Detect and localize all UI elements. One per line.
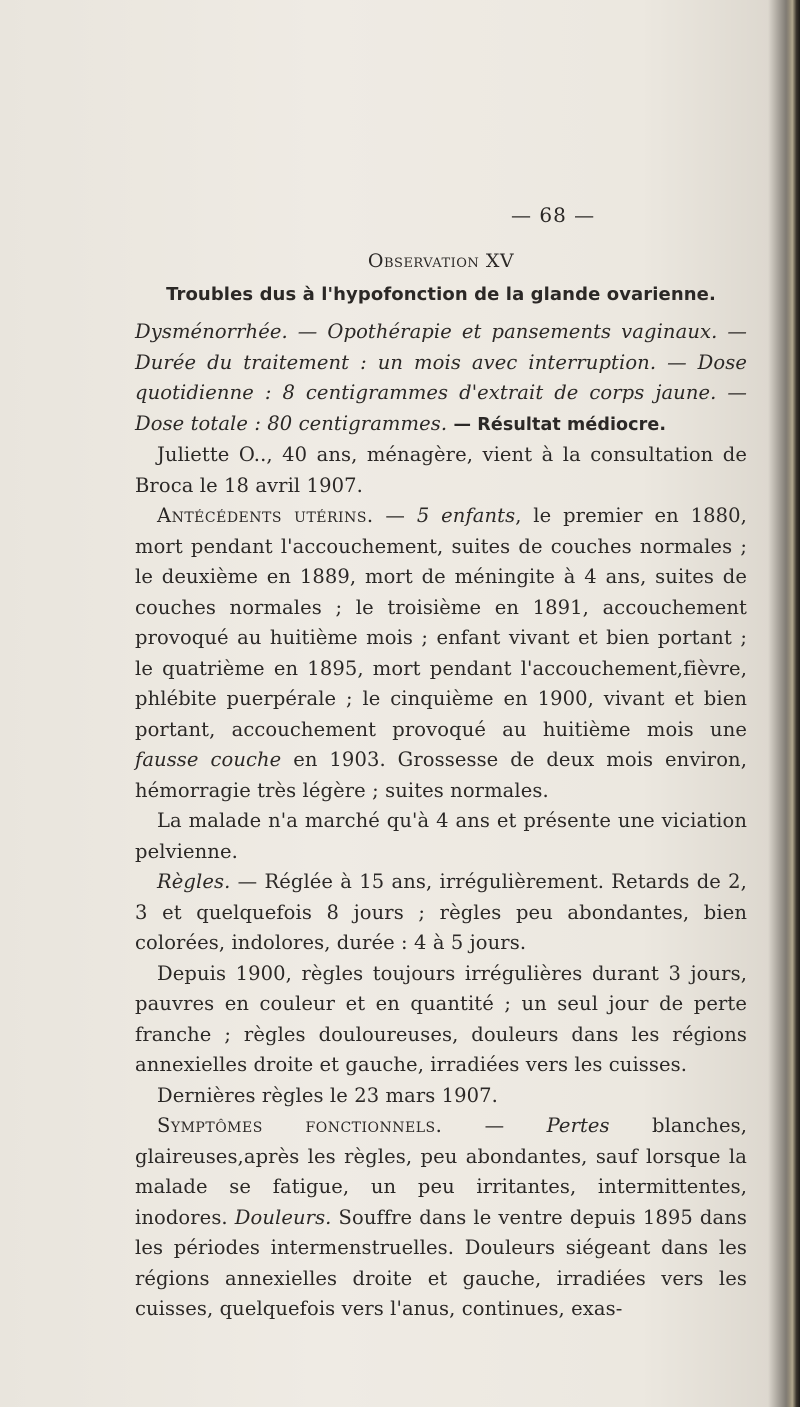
regles-text: — Réglée à 15 ans, irrégulièrement. Retards de 2, 3 et quelquefois 8 jours ; règles peu abondantes, bien colorées, indolores, durée : 4 à 5 jours. (135, 870, 747, 954)
summary-result: — Résultat médiocre. (453, 414, 667, 435)
symptoms-heading: Symptômes fonctionnels. (157, 1114, 443, 1137)
regles-heading: Règles. (157, 870, 231, 893)
body-text (135, 317, 747, 1325)
paragraph-antecedents: Antécédents utérins. — 5 enfants, le premier en 1880, mort pendant l'accouchement, suites de couches normales ; le deuxième en 1889, mort de méningite à 4 ans, suites de couches normales ; le troisième en 1891, accouchement provoqué au huitième mois ; enfant vivant et bien portant ; le quatrième en 1895, mort pendant l'accouchement,fièvre, phlébite puerpérale ; le cinquième en 1900, vivant et bien portant, accouchement provoqué au huitième mois une fausse couche en 1903. Grossesse de deux mois environ, hémorragie très légère ; suites normales. (135, 504, 747, 802)
page-number: — 68 — (511, 203, 596, 227)
paragraph-walking: La malade n'a marché qu'à 4 ans et présente une viciation pelvienne. (135, 809, 747, 863)
observation-label: Observation XV (367, 250, 515, 272)
observation-heading (135, 246, 747, 277)
paragraph-regles (135, 867, 747, 959)
antecedents-em2: fausse couche (135, 748, 282, 771)
antecedents-text-a: , le premier en 1880, mort pendant l'accouchement, suites de couches normales ; le deuxième en 1889, mort de méningite à 4 ans, suites de couches normales ; le troisième en 1891, accouchement provoqué au huitième mois ; enfant vivant et bien portant ; le quatrième en 1895, mort pendant l'accouchement,fièvre, phlébite puerpérale ; le cinquième en 1900, vivant et bien portant, accouchement provoqué au huitième mois une (135, 504, 747, 741)
symptoms-text-b: Souffre dans le ventre depuis 1895 dans les périodes intermenstruelles. Douleurs siégeant dans les régions annexielles droite et gauche, irradiées vers les cuisses, quelquefois vers l'anus, continues, exas- (135, 1205, 747, 1320)
antecedents-text-b: en 1903. Grossesse de deux mois environ, hémorragie très légère ; suites normales. (135, 748, 747, 802)
page-title: Troubles dus à l'hypofonction de la glande ovarienne. (166, 284, 716, 305)
summary-italic: Dysménorrhée. — Opothérapie et pansements vaginaux. — Durée du traitement : un mois avec interruption. — Dose quotidienne : 8 centigrammes d'extrait de corps jaune. — Dose totale : 80 centigrammes. (135, 320, 747, 435)
paragraph-since-1900: Depuis 1900, règles toujours irrégulières durant 3 jours, pauvres en couleur et en quantité ; un seul jour de perte franche ; règles douloureuses, douleurs dans les régions annexielles droite et gauche, irradiées vers les cuisses. (135, 961, 747, 1076)
symptoms-text-a: blanches, glaireuses,après les règles, peu abondantes, sauf lorsque la malade se fatigue, un peu irritantes, intermittentes, inodores. (135, 1114, 748, 1229)
paragraph-patient: Juliette O.., 40 ans, ménagère, vient à la consultation de Broca le 18 avril 1907. (135, 443, 747, 497)
antecedents-heading: Antécédents utérins. (157, 504, 374, 527)
page-edge-shadow (786, 0, 800, 1407)
symptoms-em2: Douleurs. (234, 1205, 332, 1229)
antecedents-em1: 5 enfants (416, 504, 516, 527)
paragraph-symptoms: Symptômes fonctionnels. — Pertes blanches, glaireuses,après les règles, peu abondantes, sauf lorsque la malade se fatigue, un peu irritantes, intermittentes, inodores. Douleurs. Souffre dans le ventre depuis 1895 dans les périodes intermenstruelles. Douleurs siégeant dans les régions annexielles droite et gauche, irradiées vers les cuisses, quelquefois vers l'anus, continues, exas- (135, 1114, 748, 1320)
paragraph-last-regles: Dernières règles le 23 mars 1907. (157, 1083, 498, 1107)
summary (135, 317, 747, 440)
symptoms-em1: Pertes (546, 1114, 610, 1137)
